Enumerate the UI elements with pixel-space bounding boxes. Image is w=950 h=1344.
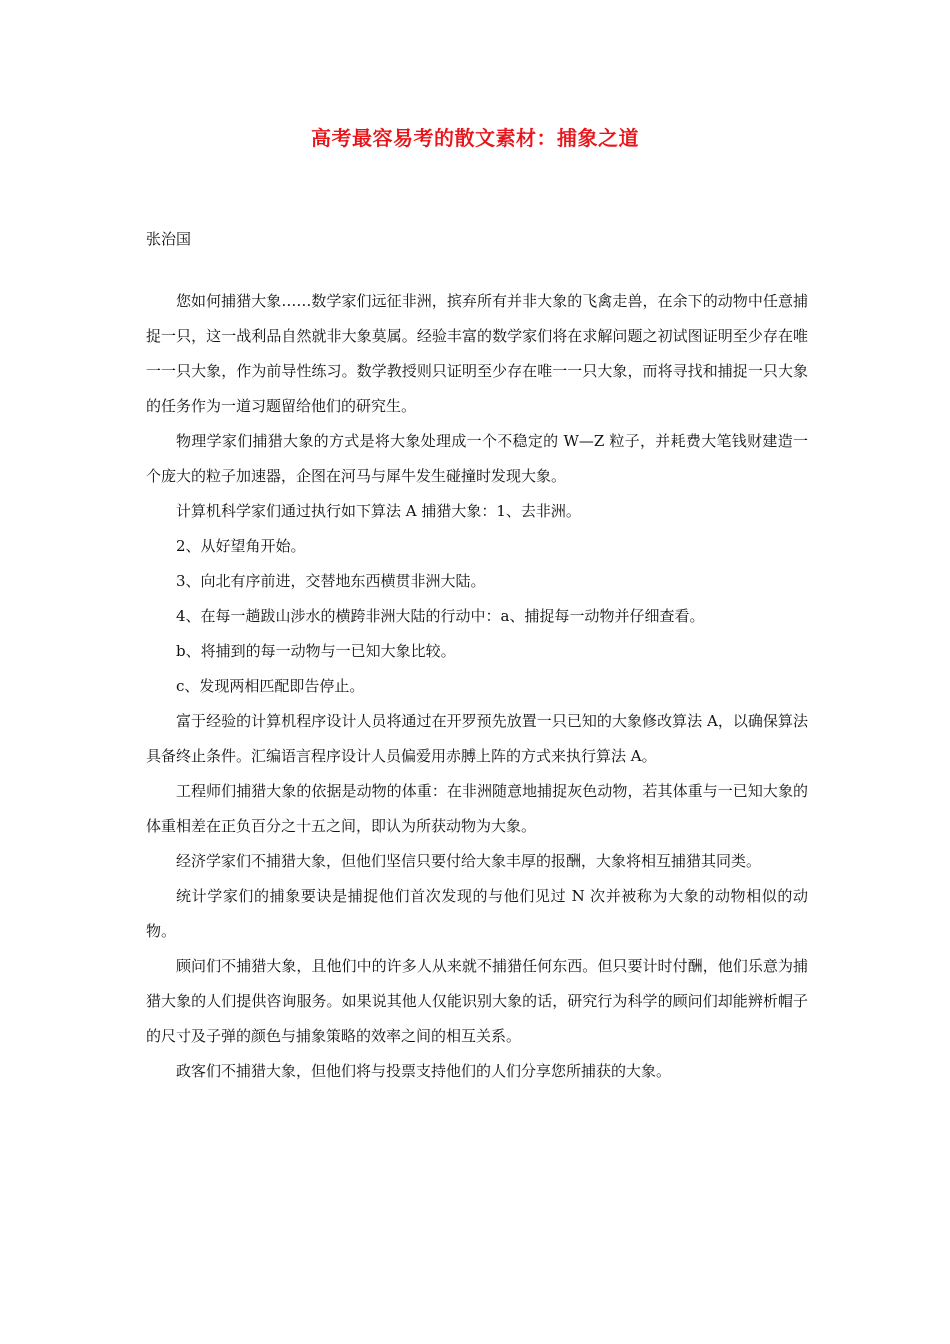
paragraph: 3、向北有序前进，交替地东西横贯非洲大陆。	[176, 572, 486, 590]
document-title: 高考最容易考的散文素材：捕象之道	[311, 126, 639, 150]
paragraph: 计算机科学家们通过执行如下算法 A 捕猎大象：1、去非洲。	[176, 502, 581, 520]
paragraph: 顾问们不捕猎大象，且他们中的许多人从来就不捕猎任何东西。但只要计时付酬，他们乐意为捕猎大象的人们提供咨询服务。如果说其他人仅能识别大象的话，研究行为科学的顾问们却能辨析帽子的尺寸及子弹的颜色与捕象策略的效率之间的相互关系。	[146, 957, 808, 1045]
paragraph: 工程师们捕猎大象的依据是动物的体重：在非洲随意地捕捉灰色动物，若其体重与一已知大象的体重相差在正负百分之十五之间，即认为所获动物为大象。	[146, 782, 808, 835]
paragraph: 2、从好望角开始。	[176, 537, 306, 555]
paragraph: b、将捕到的每一动物与一已知大象比较。	[176, 642, 456, 660]
paragraph: 4、在每一趟跋山涉水的横跨非洲大陆的行动中：a、捕捉每一动物并仔细查看。	[176, 607, 705, 625]
paragraph: 经济学家们不捕猎大象，但他们坚信只要付给大象丰厚的报酬，大象将相互捕猎其同类。	[176, 852, 762, 870]
paragraph: 富于经验的计算机程序设计人员将通过在开罗预先放置一只已知的大象修改算法 A，以确保算法具备终止条件。汇编语言程序设计人员偏爱用赤膊上阵的方式来执行算法 A。	[146, 712, 808, 765]
paragraph: 政客们不捕猎大象，但他们将与投票支持他们的人们分享您所捕获的大象。	[176, 1062, 672, 1080]
paragraph: 物理学家们捕猎大象的方式是将大象处理成一个不稳定的 W—Z 粒子，并耗费大笔钱财建造一个庞大的粒子加速器，企图在河马与犀牛发生碰撞时发现大象。	[146, 432, 808, 485]
author-name: 张治国	[146, 230, 192, 248]
paragraph: c、发现两相匹配即告停止。	[176, 677, 365, 695]
document-body	[146, 284, 808, 1089]
paragraph: 统计学家们的捕象要诀是捕捉他们首次发现的与他们见过 N 次并被称为大象的动物相似的动物。	[146, 887, 808, 940]
paragraph: 您如何捕猎大象……数学家们远征非洲，摈弃所有并非大象的飞禽走兽，在余下的动物中任意捕捉一只，这一战利品自然就非大象莫属。经验丰富的数学家们将在求解问题之初试图证明至少存在唯一一只大象，作为前导性练习。数学教授则只证明至少存在唯一一只大象，而将寻找和捕捉一只大象的任务作为一道习题留给他们的研究生。	[146, 292, 808, 415]
